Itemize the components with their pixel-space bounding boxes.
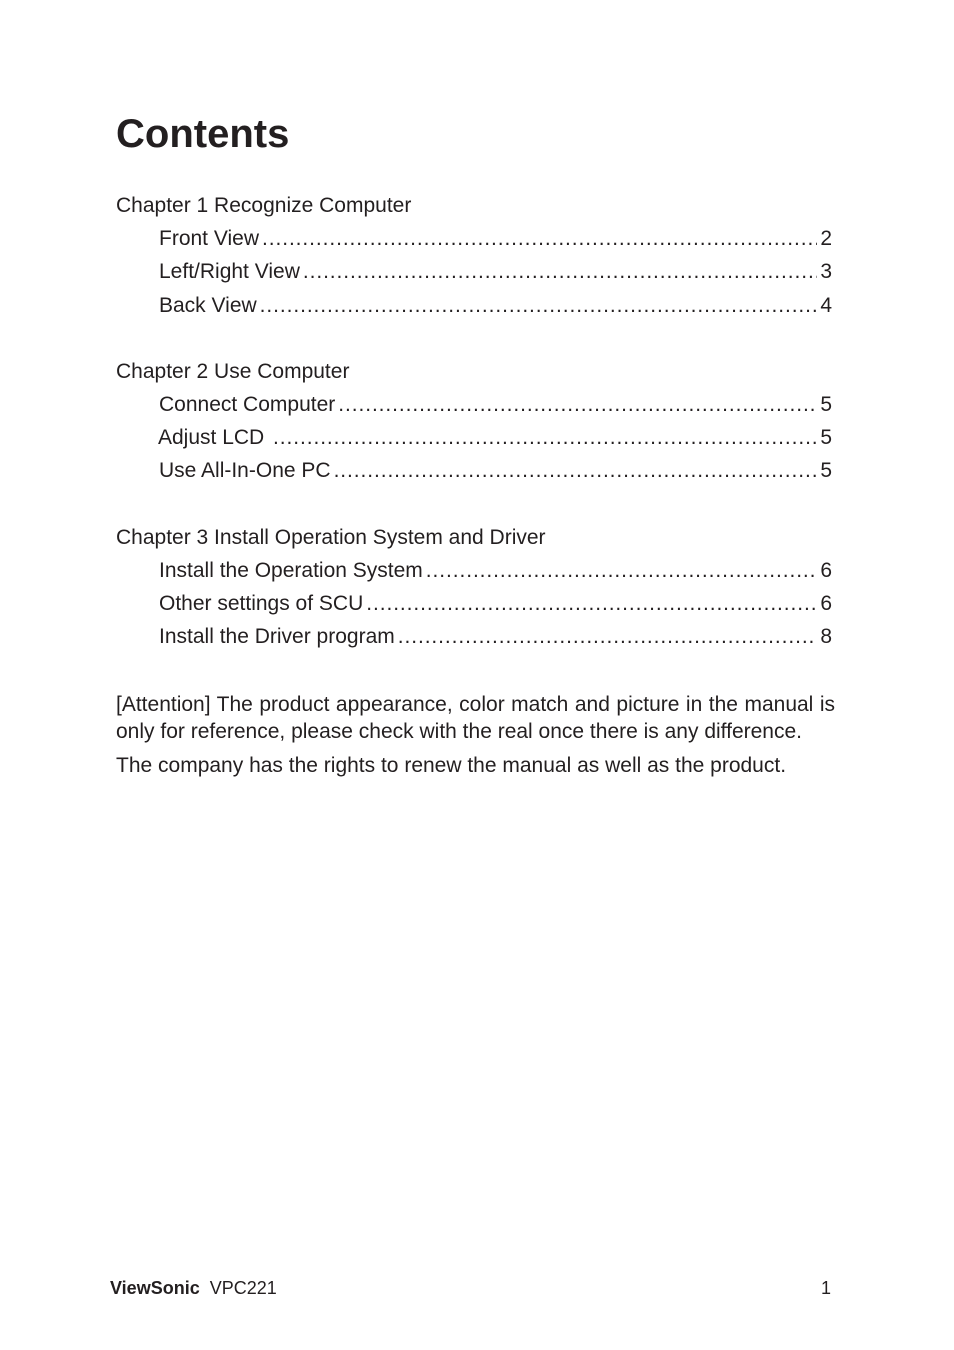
toc-chapter-3 <box>116 524 832 657</box>
toc-entry-page: 5 <box>820 459 832 483</box>
chapter-title: Chapter 3 Install Operation System and Driver <box>116 525 546 549</box>
toc-entry <box>159 590 832 623</box>
toc-chapter-2 <box>116 358 832 491</box>
rights-paragraph: The company has the rights to renew the manual as well as the product. <box>116 754 787 777</box>
brand-name: ViewSonic <box>110 1278 200 1298</box>
table-of-contents <box>116 192 832 690</box>
toc-entry-page: 4 <box>820 293 832 317</box>
dot-leader <box>334 457 818 485</box>
toc-entry-page: 2 <box>820 227 832 250</box>
toc-entry-label: Install the Driver program <box>159 625 395 649</box>
chapter-title: Chapter 2 Use Computer <box>116 359 350 383</box>
toc-chapter-1 <box>116 192 832 325</box>
dot-leader <box>262 225 817 253</box>
toc-entry-label: Back View <box>159 293 257 317</box>
toc-entry-page: 8 <box>820 625 832 649</box>
toc-entry-label: Use All-In-One PC <box>159 459 331 483</box>
toc-entry <box>159 623 832 656</box>
toc-entry-page: 5 <box>820 426 832 450</box>
toc-entry <box>159 557 832 590</box>
toc-entry-page: 3 <box>820 260 832 284</box>
toc-entry <box>159 457 832 490</box>
toc-entry <box>159 258 832 291</box>
dot-leader <box>303 258 817 286</box>
page-title: Contents <box>116 112 290 156</box>
dot-leader <box>338 391 817 419</box>
toc-entry <box>159 225 832 258</box>
toc-entry-label: Front View <box>159 227 259 250</box>
toc-entry-label: Connect Computer <box>159 392 336 416</box>
toc-entry <box>159 391 832 424</box>
dot-leader <box>366 590 817 618</box>
footer-product <box>110 1277 277 1299</box>
page-footer <box>110 1277 831 1299</box>
attention-paragraph: [Attention] The product appearance, color match and picture in the manual is only for reference, please check with the real once there is any difference. <box>116 693 835 743</box>
dot-leader <box>398 623 818 651</box>
model-name: VPC221 <box>209 1278 277 1298</box>
dot-leader <box>426 557 818 585</box>
dot-leader <box>260 292 818 320</box>
toc-entry-label: Other settings of SCU <box>159 592 364 616</box>
toc-entry-label: Left/Right View <box>159 260 300 284</box>
toc-entry <box>158 424 832 457</box>
toc-entry-page: 6 <box>820 592 832 616</box>
toc-entry-label: Install the Operation System <box>159 558 423 582</box>
dot-leader <box>273 424 817 452</box>
toc-entry <box>159 292 832 325</box>
notice <box>116 692 835 780</box>
toc-entry-page: 5 <box>820 392 832 416</box>
page-number: 1 <box>820 1278 831 1298</box>
toc-entry-page: 6 <box>820 558 832 582</box>
chapter-title: Chapter 1 Recognize Computer <box>116 194 412 217</box>
toc-entry-label: Adjust LCD <box>158 426 271 450</box>
